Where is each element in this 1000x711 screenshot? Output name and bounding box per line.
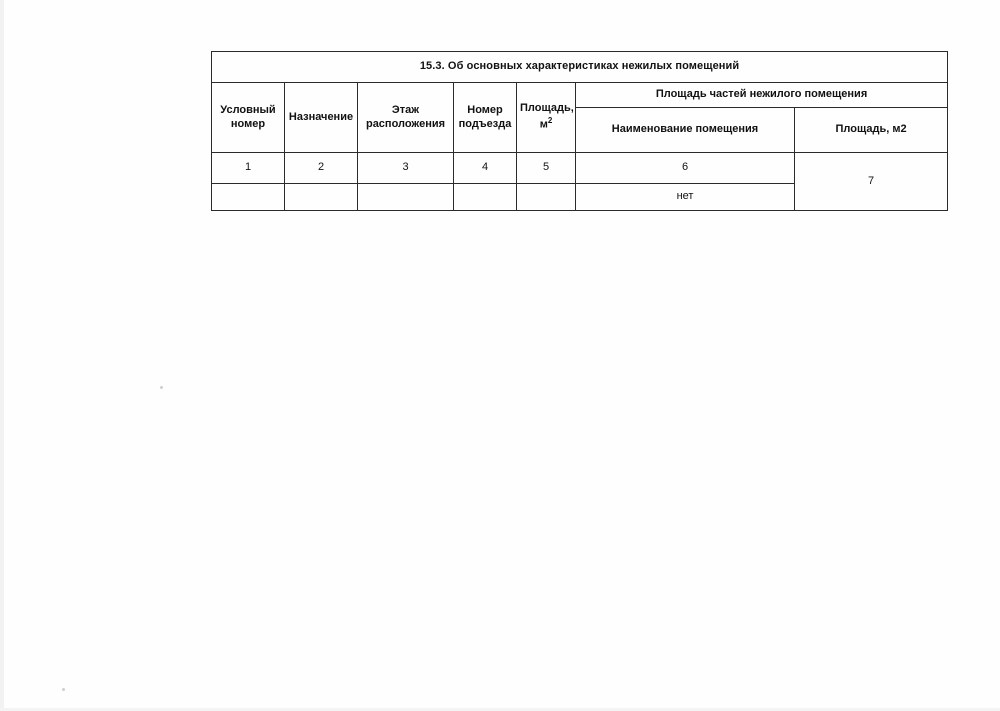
table-title-row bbox=[212, 52, 948, 83]
colnum-4: 4 bbox=[454, 153, 517, 184]
cell-floor bbox=[358, 184, 454, 211]
header-room-name: Наименование помещения bbox=[576, 108, 795, 153]
cell-purpose bbox=[285, 184, 358, 211]
cell-room-name: нет bbox=[576, 184, 795, 211]
page-title: 15.3. Об основных характеристиках нежилых помещений bbox=[212, 52, 948, 83]
cell-conditional-number bbox=[212, 184, 285, 211]
colnum-3: 3 bbox=[358, 153, 454, 184]
header-floor: Этаж расположения bbox=[358, 83, 454, 153]
header-parts-area-group: Площадь частей нежилого помещения bbox=[576, 83, 948, 108]
colnum-6: 6 bbox=[576, 153, 795, 184]
table-number-row bbox=[212, 153, 948, 184]
colnum-5: 5 bbox=[517, 153, 576, 184]
header-conditional-number: Условный номер bbox=[212, 83, 285, 153]
scan-speck bbox=[160, 386, 163, 389]
colnum-1: 1 bbox=[212, 153, 285, 184]
header-area-label: Площадь, м bbox=[520, 102, 574, 131]
cell-entrance-number bbox=[454, 184, 517, 211]
header-entrance-number: Номер подъезда bbox=[454, 83, 517, 153]
header-area-superscript: 2 bbox=[547, 116, 553, 126]
header-area bbox=[517, 83, 576, 153]
colnum-2: 2 bbox=[285, 153, 358, 184]
header-room-area: Площадь, м2 bbox=[795, 108, 948, 153]
header-purpose: Назначение bbox=[285, 83, 358, 153]
doc-table bbox=[211, 51, 948, 211]
nonresidential-characteristics-table bbox=[211, 51, 947, 211]
scan-speck bbox=[62, 688, 65, 691]
colnum-7: 7 bbox=[795, 153, 948, 211]
cell-area bbox=[517, 184, 576, 211]
scan-edge-left bbox=[0, 0, 4, 711]
table-header-row-1 bbox=[212, 83, 948, 108]
